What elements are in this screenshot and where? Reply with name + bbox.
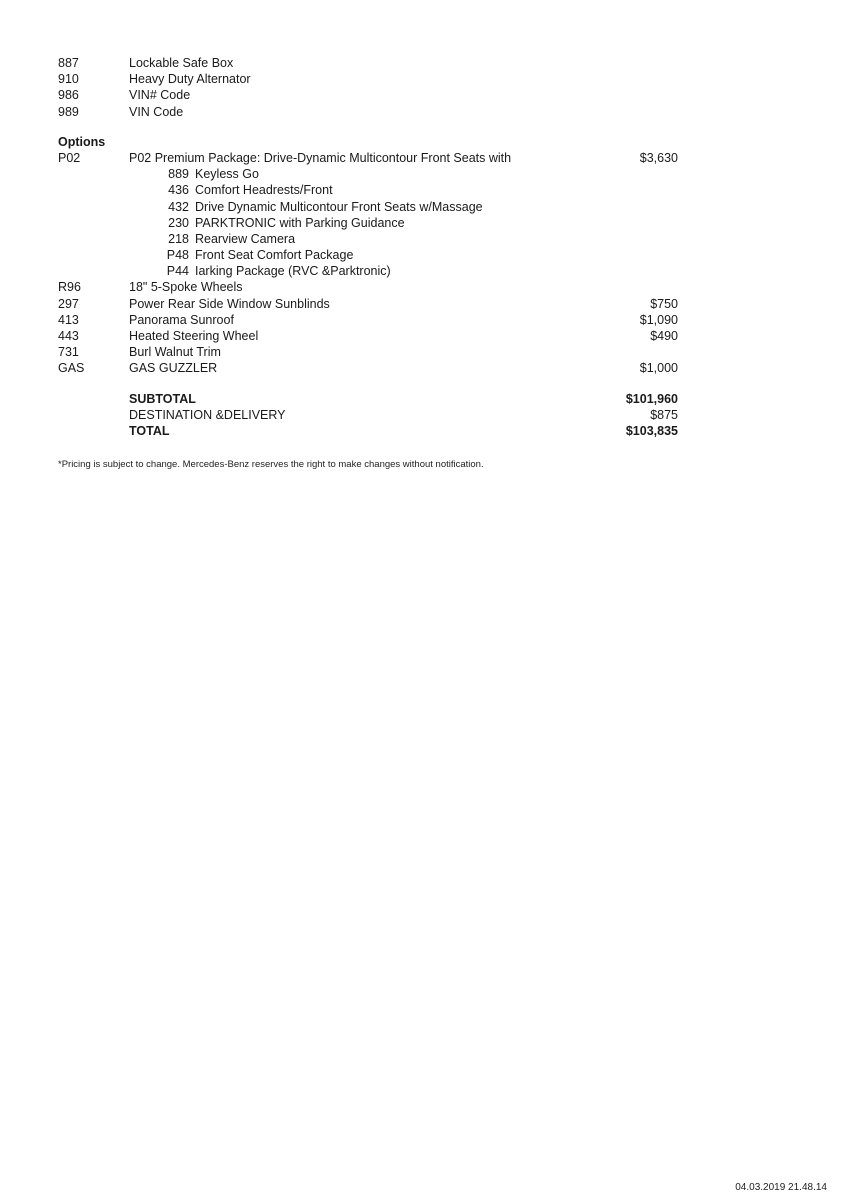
package-subitem: [58, 231, 678, 247]
option-price: $1,090: [639, 312, 678, 327]
option-code: 731: [58, 345, 79, 360]
subitem-code: 432: [168, 199, 189, 214]
option-code: GAS: [58, 361, 85, 376]
option-code: P02: [58, 150, 81, 165]
subitem-description: Comfort Headrests/Front: [195, 183, 333, 198]
subtotal-value: $101,960: [625, 391, 678, 406]
package-subitem: [58, 247, 678, 263]
option-code: 413: [58, 312, 79, 327]
subitem-code: P44: [166, 264, 189, 279]
pricing-footnote: *Pricing is subject to change. Mercedes-Benz reserves the right to make changes without notification.: [58, 459, 484, 470]
total-value: $103,835: [625, 423, 678, 438]
subitem-description: Drive Dynamic Multicontour Front Seats w/Massage: [195, 199, 483, 214]
item-description: Lockable Safe Box: [129, 56, 234, 70]
total-label: TOTAL: [129, 423, 170, 438]
option-price: [558, 344, 678, 360]
option-package-row: [58, 150, 678, 166]
option-code: 443: [58, 329, 79, 343]
option-price: $750: [650, 296, 678, 311]
destination-row: [58, 407, 678, 423]
subtotal-spacer: [58, 391, 129, 407]
subitem-description: Rearview Camera: [195, 231, 296, 246]
option-price: $3,630: [639, 150, 678, 165]
item-code: 989: [58, 104, 79, 119]
section-spacer: [58, 377, 678, 391]
option-row: [58, 312, 678, 328]
package-subitem: [58, 263, 678, 279]
equipment-row: [58, 104, 678, 120]
option-price: [558, 279, 678, 295]
option-price: $1,000: [639, 361, 678, 376]
equipment-row: [58, 71, 678, 87]
destination-spacer: [58, 407, 129, 423]
subitem-code: 436: [168, 183, 189, 198]
subitem-description: Front Seat Comfort Package: [195, 248, 354, 263]
option-row: [58, 344, 678, 360]
option-description: Burl Walnut Trim: [129, 345, 221, 360]
option-row: [58, 360, 678, 376]
subtotal-row: [58, 391, 678, 407]
options-heading: Options: [58, 134, 106, 149]
subitem-description: Iarking Package (RVC &Parktronic): [195, 264, 391, 279]
package-subitem: [58, 199, 678, 215]
option-row: [58, 296, 678, 312]
package-subitem: [58, 215, 678, 231]
option-row: [58, 328, 678, 344]
item-code: 910: [58, 72, 79, 87]
subitem-description: PARKTRONIC with Parking Guidance: [195, 215, 405, 230]
subitem-code: 218: [168, 231, 189, 246]
subtotal-label: SUBTOTAL: [129, 391, 196, 406]
option-description: 18" 5-Spoke Wheels: [129, 280, 243, 295]
destination-value: $875: [650, 407, 678, 422]
option-description: GAS GUZZLER: [129, 361, 218, 376]
option-description: Power Rear Side Window Sunblinds: [129, 296, 330, 311]
destination-label: DESTINATION &DELIVERY: [129, 407, 286, 422]
option-price: $490: [650, 329, 678, 343]
price-sheet: [58, 55, 678, 439]
subitem-description: Keyless Go: [195, 167, 259, 182]
item-code: 986: [58, 88, 79, 103]
item-code: 887: [58, 56, 79, 70]
equipment-row: [58, 87, 678, 103]
total-spacer: [58, 423, 129, 439]
option-description: Heated Steering Wheel: [129, 329, 259, 343]
item-description: VIN# Code: [129, 88, 191, 103]
option-code: R96: [58, 280, 81, 295]
option-description: Panorama Sunroof: [129, 312, 234, 327]
package-subitem: [58, 166, 678, 182]
option-row: [58, 279, 678, 295]
item-description: VIN Code: [129, 104, 184, 119]
package-subitem: [58, 182, 678, 198]
subitem-code: 889: [168, 167, 189, 182]
subitem-code: 230: [168, 215, 189, 230]
option-description: P02 Premium Package: Drive-Dynamic Multicontour Front Seats with: [129, 150, 512, 165]
print-timestamp: 04.03.2019 21.48.14: [735, 1182, 827, 1193]
subitem-code: P48: [166, 248, 189, 263]
total-row: [58, 423, 678, 439]
option-code: 297: [58, 296, 79, 311]
equipment-row: [58, 55, 678, 71]
item-description: Heavy Duty Alternator: [129, 72, 251, 87]
